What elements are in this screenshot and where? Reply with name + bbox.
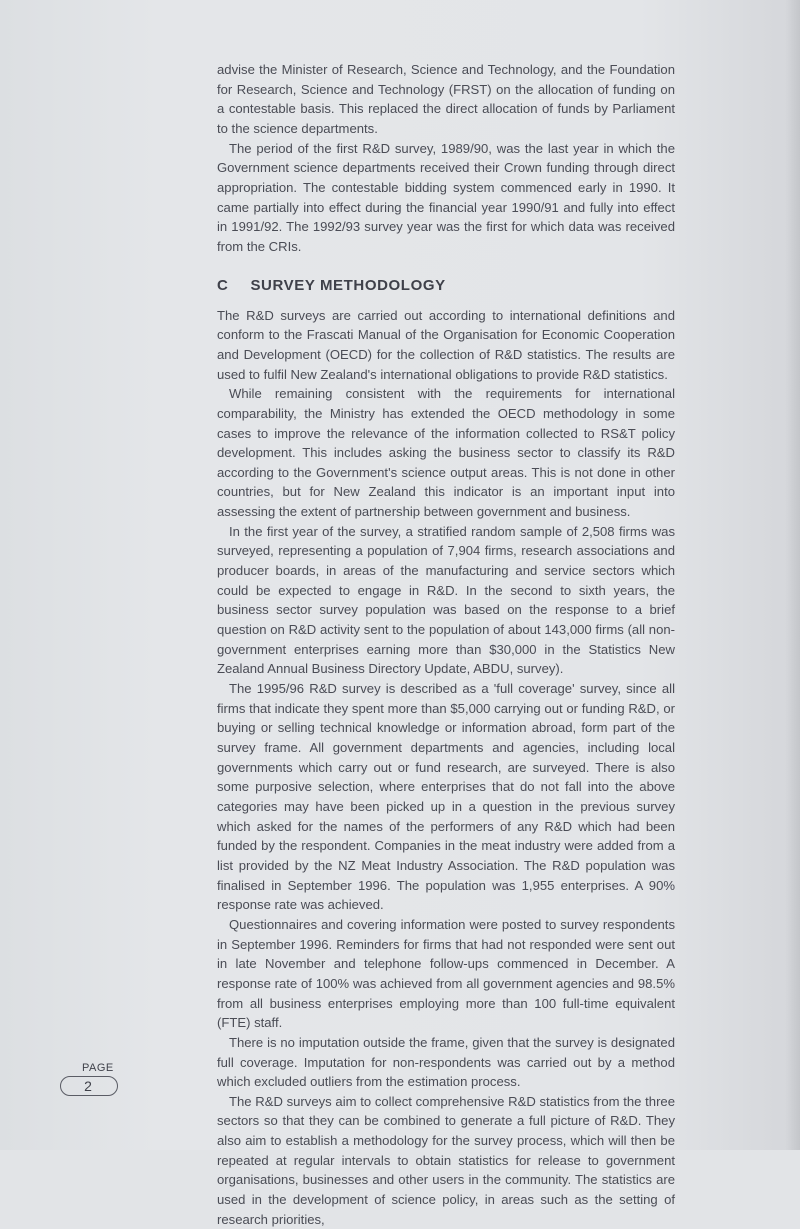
page-number: 2 xyxy=(84,1078,92,1094)
page-number-marker xyxy=(58,1062,120,1102)
paragraph: The R&D surveys aim to collect comprehensive R&D statistics from the three sectors so that they can be combined to generate a full picture of R&D. They also aim to establish a methodology for the survey process, which will then be repeated at regular intervals to obtain statistics for release to government organisations, businesses and other users in the community. The statistics are used in the development of science policy, in areas such as the setting of research priorities, xyxy=(217,1093,675,1227)
paragraph: Questionnaires and covering information were posted to survey respondents in September 1996. Reminders for firms that had not responded were sent out in late November and telephone follow-ups commenced in December. A response rate of 100% was achieved from all government agencies and 98.5% from all business enterprises employing more than 100 full-time equivalent (FTE) staff. xyxy=(217,916,675,1031)
page-edge-shadow xyxy=(786,0,800,1150)
paragraph: The period of the first R&D survey, 1989/90, was the last year in which the Government science departments received their Crown funding through direct appropriation. The contestable bidding system commenced early in 1990. It came partially into effect during the financial year 1990/91 and fully into effect in 1991/92. The 1992/93 survey year was the first for which data was received from the CRIs. xyxy=(217,140,675,254)
body-text xyxy=(217,60,675,1229)
section-title: SURVEY METHODOLOGY xyxy=(250,276,446,294)
paragraph: The 1995/96 R&D survey is described as a 'full coverage' survey, since all firms that indicate they spent more than $5,000 carrying out or funding R&D, or buying or selling technical knowledge or information abroad, form part of the survey frame. All government departments and agencies, including local governments which carry out or fund research, are surveyed. There is also some purposive selection, where enterprises that do not fall into the above categories may have been picked up in a question in the previous survey which asked for the names of the performers of any R&D which had been funded by the respondent. Companies in the meat industry were added from a list provided by the NZ Meat Industry Association. The R&D population was finalised in September 1996. The population was 1,955 enterprises. A 90% response rate was achieved. xyxy=(217,681,675,913)
section-heading xyxy=(217,277,675,294)
paragraph: There is no imputation outside the frame, given that the survey is designated full coverage. Imputation for non-respondents was carried out by a method which excluded outliers from the estimation process. xyxy=(217,1034,675,1090)
paragraph: advise the Minister of Research, Science and Technology, and the Foundation for Research, Science and Technology (FRST) on the allocation of funding on a contestable basis. This replaced the direct allocation of funds by Parliament to the science departments. xyxy=(217,62,675,136)
section-letter: C xyxy=(217,276,229,294)
paragraph: The R&D surveys are carried out according to international definitions and conform to the Frascati Manual of the Organisation for Economic Cooperation and Development (OECD) for the collection of R&D statistics. The results are used to fulfil New Zealand's international obligations to provide R&D statistics. xyxy=(217,307,675,382)
paragraph: While remaining consistent with the requirements for international comparability, the Ministry has extended the OECD methodology in some cases to improve the relevance of the information collected to RS&T policy development. This includes asking the business sector to classify its R&D according to the Government's science output areas. This is not done in other countries, but for New Zealand this indicator is an important input into assessing the extent of partnership between government and business. xyxy=(217,386,675,520)
page-label: PAGE xyxy=(82,1062,114,1074)
paragraph: In the first year of the survey, a stratified random sample of 2,508 firms was surveyed, representing a population of 7,904 firms, research associations and producer boards, in areas of the manufacturing and service sectors which could be expected to engage in R&D. In the second to sixth years, the business sector survey population was based on the response to a brief question on R&D activity sent to the population of about 143,000 firms (all non-government enterprises earning more than $30,000 in the Statistics New Zealand Annual Business Directory Update, ABDU, survey). xyxy=(217,523,675,677)
